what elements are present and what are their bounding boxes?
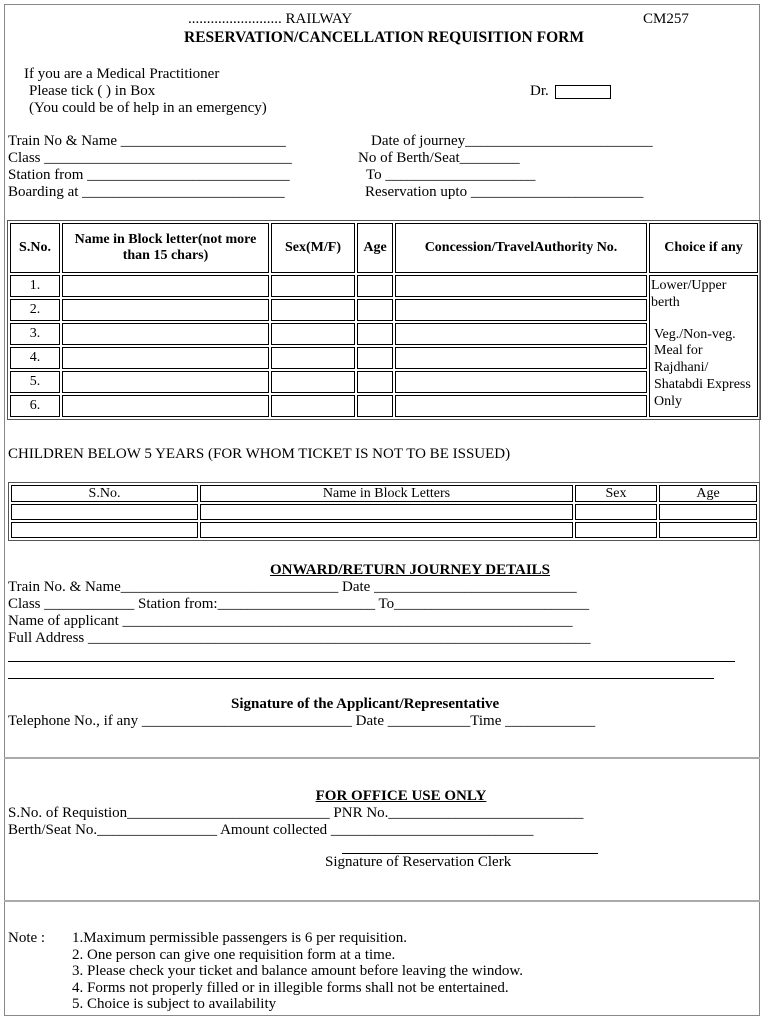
train-field[interactable]: Train No & Name ______________________ <box>8 133 286 149</box>
concession-cell[interactable] <box>395 275 647 297</box>
applicant-signature-label: Signature of the Applicant/Representative <box>231 696 500 712</box>
divider <box>4 757 760 759</box>
header-sno: S.No. <box>10 223 60 273</box>
name-cell[interactable] <box>62 299 269 321</box>
child-name-cell[interactable] <box>200 504 573 520</box>
station-from-field[interactable]: Station from ___________________________ <box>8 167 290 183</box>
child-age-cell[interactable] <box>659 504 757 520</box>
divider <box>4 900 760 902</box>
table-row <box>10 371 758 393</box>
children-heading: CHILDREN BELOW 5 YEARS (FOR WHOM TICKET IS NOT TO BE ISSUED) <box>8 446 511 462</box>
address-line-3[interactable] <box>8 678 714 679</box>
sex-cell[interactable] <box>271 395 355 417</box>
child-sno-cell[interactable] <box>11 504 198 520</box>
address-field[interactable]: Full Address ___________________________________________________________________ <box>8 630 591 646</box>
age-cell[interactable] <box>357 395 393 417</box>
child-header-sex: Sex <box>575 485 657 502</box>
row-sno: 6. <box>10 395 60 417</box>
sex-cell[interactable] <box>271 299 355 321</box>
note-prefix: Note : <box>8 930 46 946</box>
name-cell[interactable] <box>62 323 269 345</box>
table-row <box>10 275 758 297</box>
doctor-label: Dr. <box>530 83 549 99</box>
child-age-cell[interactable] <box>659 522 757 538</box>
header-age: Age <box>357 223 393 273</box>
child-sex-cell[interactable] <box>575 522 657 538</box>
choice-meal: Veg./Non-veg. Meal for Rajdhani/ Shatabdi Express Only <box>654 326 751 409</box>
onward-class-field[interactable]: Class ____________ Station from:_____________________ To__________________________ <box>8 596 590 612</box>
child-name-cell[interactable] <box>200 522 573 538</box>
row-sno: 1. <box>10 275 60 297</box>
age-cell[interactable] <box>357 347 393 369</box>
medical-line-2: Please tick ( ) in Box <box>29 83 156 99</box>
header-choice: Choice if any <box>649 223 758 273</box>
age-cell[interactable] <box>357 299 393 321</box>
note-item: 5. Choice is subject to availability <box>72 996 277 1012</box>
note-item: 4. Forms not properly filled or in illegible forms shall not be entertained. <box>72 979 509 996</box>
note-item: 1.Maximum permissible passengers is 6 per requisition. <box>72 930 407 946</box>
class-field[interactable]: Class _________________________________ <box>8 150 292 166</box>
medical-line-1: If you are a Medical Practitioner <box>24 66 220 82</box>
berth-count-field[interactable]: No of Berth/Seat________ <box>358 150 520 166</box>
table-row <box>11 504 757 520</box>
header-concession: Concession/TravelAuthority No. <box>395 223 647 273</box>
concession-cell[interactable] <box>395 347 647 369</box>
concession-cell[interactable] <box>395 299 647 321</box>
row-sno: 3. <box>10 323 60 345</box>
form-code: CM257 <box>643 11 689 27</box>
doctor-field <box>530 83 611 100</box>
choice-berth: Lower/Upper berth <box>651 278 727 310</box>
row-sno: 4. <box>10 347 60 369</box>
age-cell[interactable] <box>357 275 393 297</box>
date-of-journey-field[interactable]: Date of journey_________________________ <box>371 133 653 149</box>
name-cell[interactable] <box>62 275 269 297</box>
passenger-table <box>7 220 761 420</box>
name-cell[interactable] <box>62 371 269 393</box>
row-sno: 5. <box>10 371 60 393</box>
sex-cell[interactable] <box>271 323 355 345</box>
age-cell[interactable] <box>357 323 393 345</box>
station-to-field[interactable]: To ____________________ <box>366 167 536 183</box>
child-header-age: Age <box>659 485 757 502</box>
reservation-upto-field[interactable]: Reservation upto _______________________ <box>365 184 644 200</box>
sex-cell[interactable] <box>271 275 355 297</box>
address-line-2[interactable] <box>8 661 735 662</box>
table-row <box>10 347 758 369</box>
name-cell[interactable] <box>62 395 269 417</box>
sex-cell[interactable] <box>271 371 355 393</box>
notes-list <box>72 930 523 1013</box>
child-sno-cell[interactable] <box>11 522 198 538</box>
table-row <box>11 522 757 538</box>
telephone-field[interactable]: Telephone No., if any ____________________________ Date ___________Time ____________ <box>8 713 596 729</box>
note-item: 2. One person can give one requisition form at a time. <box>72 946 396 963</box>
concession-cell[interactable] <box>395 371 647 393</box>
requisition-field[interactable]: S.No. of Requistion___________________________ PNR No.__________________________ <box>8 805 584 821</box>
office-heading: FOR OFFICE USE ONLY <box>315 788 487 804</box>
form-title: RESERVATION/CANCELLATION REQUISITION FORM <box>184 29 584 46</box>
header-sex: Sex(M/F) <box>271 223 355 273</box>
children-table <box>8 482 760 541</box>
onward-train-field[interactable]: Train No. & Name_____________________________ Date ___________________________ <box>8 579 577 595</box>
medical-line-3: (You could be of help in an emergency) <box>29 100 267 116</box>
sex-cell[interactable] <box>271 347 355 369</box>
name-cell[interactable] <box>62 347 269 369</box>
child-header-name: Name in Block Letters <box>200 485 573 502</box>
applicant-name-field[interactable]: Name of applicant ____________________________________________________________ <box>8 613 573 629</box>
table-row <box>10 395 758 417</box>
age-cell[interactable] <box>357 371 393 393</box>
doctor-tick-box[interactable] <box>555 85 611 99</box>
note-item: 3. Please check your ticket and balance amount before leaving the window. <box>72 963 523 979</box>
concession-cell[interactable] <box>395 395 647 417</box>
clerk-signature-label: Signature of Reservation Clerk <box>325 854 512 870</box>
table-row <box>10 323 758 345</box>
railway-name: ......................... RAILWAY <box>188 11 353 27</box>
table-row <box>10 299 758 321</box>
choice-cell[interactable] <box>649 275 758 417</box>
header-name: Name in Block letter(not more than 15 chars) <box>62 223 269 273</box>
onward-heading: ONWARD/RETURN JOURNEY DETAILS <box>269 562 551 578</box>
concession-cell[interactable] <box>395 323 647 345</box>
row-sno: 2. <box>10 299 60 321</box>
child-sex-cell[interactable] <box>575 504 657 520</box>
boarding-field[interactable]: Boarding at ___________________________ <box>8 184 285 200</box>
child-header-sno: S.No. <box>11 485 198 502</box>
berth-seat-field[interactable]: Berth/Seat No.________________ Amount collected ___________________________ <box>8 822 534 838</box>
